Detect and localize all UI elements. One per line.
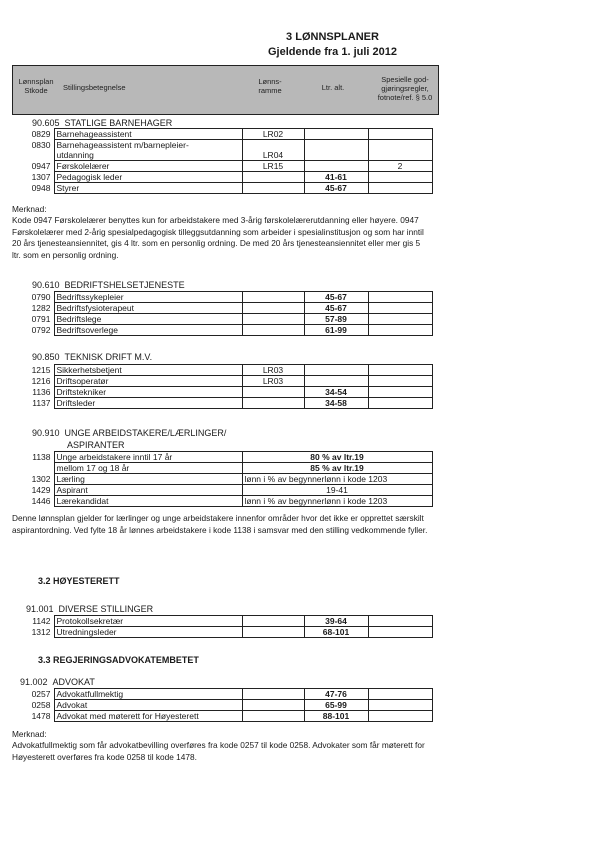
table-row	[12, 627, 432, 638]
note-label: Merknad:	[12, 729, 47, 739]
table-row	[12, 616, 432, 627]
row-code: 1282	[31, 303, 51, 313]
row-value: 80 % av ltr.19	[242, 452, 432, 463]
table-row	[12, 474, 432, 485]
row-code: 0830	[31, 139, 51, 150]
row-value: 19-41	[242, 485, 432, 496]
section-90610-heading	[32, 280, 185, 290]
section-title: BEDRIFTSHELSETJENESTE	[64, 280, 185, 290]
table-row	[12, 376, 432, 387]
row-ramme	[242, 387, 304, 398]
row-code: 0829	[31, 129, 51, 139]
row-spes	[368, 616, 432, 627]
section-code: 90.610	[32, 280, 60, 290]
row-code: 1302	[31, 474, 51, 484]
table-row	[12, 387, 432, 398]
row-code: 1138	[32, 452, 51, 462]
row-spes	[368, 140, 432, 151]
row-code: 1446	[31, 496, 51, 506]
table-row	[12, 292, 432, 303]
table-row	[12, 496, 432, 507]
row-code: 1307	[31, 172, 51, 182]
row-name: Driftstekniker	[54, 387, 242, 398]
row-spes	[368, 689, 432, 700]
row-name: Driftsleder	[54, 398, 242, 409]
section-code: 91.002	[20, 677, 48, 687]
section-code: 90.910	[32, 428, 60, 438]
row-ramme	[242, 700, 304, 711]
row-name: Pedagogisk leder	[54, 172, 242, 183]
note-label: Merknad:	[12, 204, 47, 214]
section-code: 90.605	[32, 118, 60, 128]
row-ltr: 68-101	[304, 627, 368, 638]
row-value: 85 % av ltr.19	[242, 463, 432, 474]
row-ltr	[304, 365, 368, 376]
row-name: Bedriftslege	[54, 314, 242, 325]
table-row	[12, 303, 432, 314]
row-code: 0948	[31, 183, 51, 193]
row-ramme	[242, 711, 304, 722]
section-90850-heading	[32, 352, 152, 362]
row-spes	[368, 172, 432, 183]
header-lonnsplan: Lønnsplan Stkode	[18, 77, 54, 95]
row-ltr	[304, 376, 368, 387]
row-code: 1312	[31, 627, 51, 637]
section-code: 90.850	[32, 352, 60, 362]
row-name: Utredningsleder	[54, 627, 242, 638]
table-row	[12, 485, 432, 496]
row-ltr: 45-67	[304, 292, 368, 303]
row-name: Aspirant	[54, 485, 242, 496]
section-title: STATLIGE BARNEHAGER	[64, 118, 173, 128]
row-spes	[368, 292, 432, 303]
table-row	[12, 711, 432, 722]
section-title: ADVOKAT	[52, 677, 95, 687]
row-ltr: 61-99	[304, 325, 368, 336]
section-90910-heading-2: ASPIRANTER	[67, 440, 125, 450]
row-name: Advokat	[54, 700, 242, 711]
row-code: 0792	[31, 325, 51, 335]
row-name: Driftsoperatør	[54, 376, 242, 387]
row-ramme	[242, 627, 304, 638]
row-value: lønn i % av begynnerlønn i kode 1203	[242, 496, 432, 507]
row-ltr: 65-99	[304, 700, 368, 711]
row-name: Lærling	[54, 474, 242, 485]
heading-3-3: 3.3 REGJERINGSADVOKATEMBETET	[38, 655, 199, 665]
header-lonnsramme: Lønns-ramme	[258, 77, 282, 95]
row-name: Lærekandidat	[54, 496, 242, 507]
row-ramme	[242, 140, 304, 151]
table-row	[12, 161, 432, 172]
row-code: 1142	[32, 616, 51, 626]
table-row	[12, 452, 432, 463]
section-code: 91.001	[26, 604, 54, 614]
row-code: 1215	[31, 365, 51, 375]
table-row	[12, 398, 432, 409]
row-code: 1136	[32, 387, 51, 397]
section-91001-heading	[26, 604, 153, 614]
row-ramme	[242, 689, 304, 700]
section-90605-heading	[32, 118, 172, 128]
row-ramme: LR02	[242, 129, 304, 140]
section-91002-heading	[20, 677, 95, 687]
table-header	[12, 65, 439, 115]
row-name: Barnehageassistent m/barnepleier-	[54, 140, 242, 151]
row-ramme	[242, 303, 304, 314]
row-name: Advokat med møterett for Høyesterett	[54, 711, 242, 722]
row-ramme	[242, 314, 304, 325]
row-code: 1478	[31, 711, 51, 721]
table-90910	[12, 451, 433, 507]
row-spes	[368, 387, 432, 398]
row-code: 0258	[31, 700, 51, 710]
row-ltr	[304, 140, 368, 151]
row-ramme	[242, 616, 304, 627]
row-code: 1137	[32, 398, 51, 408]
page-title: 3 LØNNSPLANER	[286, 31, 379, 43]
row-ramme: LR04	[242, 150, 304, 161]
row-spes	[368, 183, 432, 194]
row-ramme	[242, 325, 304, 336]
row-name: Unge arbeidstakere inntil 17 år	[54, 452, 242, 463]
row-code: 1216	[31, 376, 51, 386]
row-ltr	[304, 129, 368, 140]
row-name: Førskolelærer	[54, 161, 242, 172]
row-ltr: 45-67	[304, 183, 368, 194]
row-spes	[368, 700, 432, 711]
table-row	[12, 314, 432, 325]
row-spes	[368, 398, 432, 409]
table-90605	[12, 128, 433, 194]
row-value: lønn i % av begynnerlønn i kode 1203	[242, 474, 432, 485]
row-spes	[368, 129, 432, 140]
row-ramme: LR15	[242, 161, 304, 172]
row-code: 0257	[31, 689, 51, 699]
header-stillingsbetegnelse: Stillingsbetegnelse	[63, 83, 126, 92]
row-ltr	[304, 161, 368, 172]
row-name: Bedriftssykepleier	[54, 292, 242, 303]
table-row	[12, 129, 432, 140]
row-spes: 2	[368, 161, 432, 172]
row-ltr: 41-61	[304, 172, 368, 183]
table-row	[12, 463, 432, 474]
table-row	[12, 689, 432, 700]
section-title: UNGE ARBEIDSTAKERE/LÆRLINGER/	[64, 428, 227, 438]
section-title: DIVERSE STILLINGER	[58, 604, 154, 614]
section-90910-heading	[32, 428, 226, 438]
table-row	[12, 150, 432, 161]
header-spesielle: Spesielle god-gjøringsregler, fotnote/ref. § 5.0	[377, 75, 433, 102]
row-code: 0790	[31, 292, 51, 302]
row-name: Bedriftsoverlege	[54, 325, 242, 336]
section-title: TEKNISK DRIFT M.V.	[64, 352, 153, 362]
row-ramme	[242, 292, 304, 303]
row-ltr: 34-58	[304, 398, 368, 409]
row-code: 0791	[31, 314, 51, 324]
row-ramme	[242, 398, 304, 409]
row-ltr: 39-64	[304, 616, 368, 627]
row-spes	[368, 150, 432, 161]
row-code	[12, 463, 54, 474]
note-90910: Denne lønnsplan gjelder for lærlinger og unge arbeidstakere innenfor områder hvor det ikke er opprettet særskilt aspirantordning. Ved fylte 18 år lønnes arbeidstakere i kode 1138 i samsvar med den stilling vedkommende fyller.	[12, 513, 428, 535]
row-ltr: 34-54	[304, 387, 368, 398]
table-row	[12, 172, 432, 183]
row-ltr: 45-67	[304, 303, 368, 314]
row-code: 0947	[31, 161, 51, 171]
page-subtitle: Gjeldende fra 1. juli 2012	[268, 46, 397, 58]
row-spes	[368, 376, 432, 387]
row-code: 1429	[31, 485, 51, 495]
row-name: Barnehageassistent	[54, 129, 242, 140]
table-91001	[12, 615, 433, 638]
header-ltr: Ltr. alt.	[321, 83, 345, 92]
row-spes	[368, 711, 432, 722]
row-ltr: 47-76	[304, 689, 368, 700]
row-spes	[368, 627, 432, 638]
row-ltr: 57-89	[304, 314, 368, 325]
table-row	[12, 140, 432, 151]
table-90850	[12, 364, 433, 409]
row-ramme: LR03	[242, 376, 304, 387]
table-row	[12, 365, 432, 376]
row-name: Styrer	[54, 183, 242, 194]
row-spes	[368, 365, 432, 376]
table-90610	[12, 291, 433, 336]
table-91002	[12, 688, 433, 722]
table-row	[12, 325, 432, 336]
row-spes	[368, 314, 432, 325]
row-name: utdanning	[54, 150, 242, 161]
note-90605: Kode 0947 Førskolelærer benyttes kun for arbeidstakere med 3-årig førskolelærerutdanning eller høyere. 0947 Førskolelærer med 2-årig spesialpedagogisk tilleggsutdanning som arbeider i spesialinstitusjon og som har inntil 20 års tjenesteansiennitet, gis 4 ltr. som en personlig ordning. De med 20 års tjenesteansiennitet eller mer gis 5 ltr. som en personlig ordning.	[12, 215, 424, 260]
row-code	[12, 150, 54, 161]
row-ltr: 88-101	[304, 711, 368, 722]
table-row	[12, 700, 432, 711]
row-ltr	[304, 150, 368, 161]
row-ramme	[242, 183, 304, 194]
row-name: Bedriftsfysioterapeut	[54, 303, 242, 314]
row-name: mellom 17 og 18 år	[54, 463, 242, 474]
table-row	[12, 183, 432, 194]
row-spes	[368, 303, 432, 314]
row-ramme: LR03	[242, 365, 304, 376]
row-name: Protokollsekretær	[54, 616, 242, 627]
row-spes	[368, 325, 432, 336]
row-name: Sikkerhetsbetjent	[54, 365, 242, 376]
row-name: Advokatfullmektig	[54, 689, 242, 700]
row-ramme	[242, 172, 304, 183]
note-91002: Advokatfullmektig som får advokatbevilling overføres fra kode 0257 til kode 0258. Advokater som får møterett for Høyesterett overføres fra kode 0258 til kode 1478.	[12, 740, 425, 762]
heading-3-2: 3.2 HØYESTERETT	[38, 576, 120, 586]
